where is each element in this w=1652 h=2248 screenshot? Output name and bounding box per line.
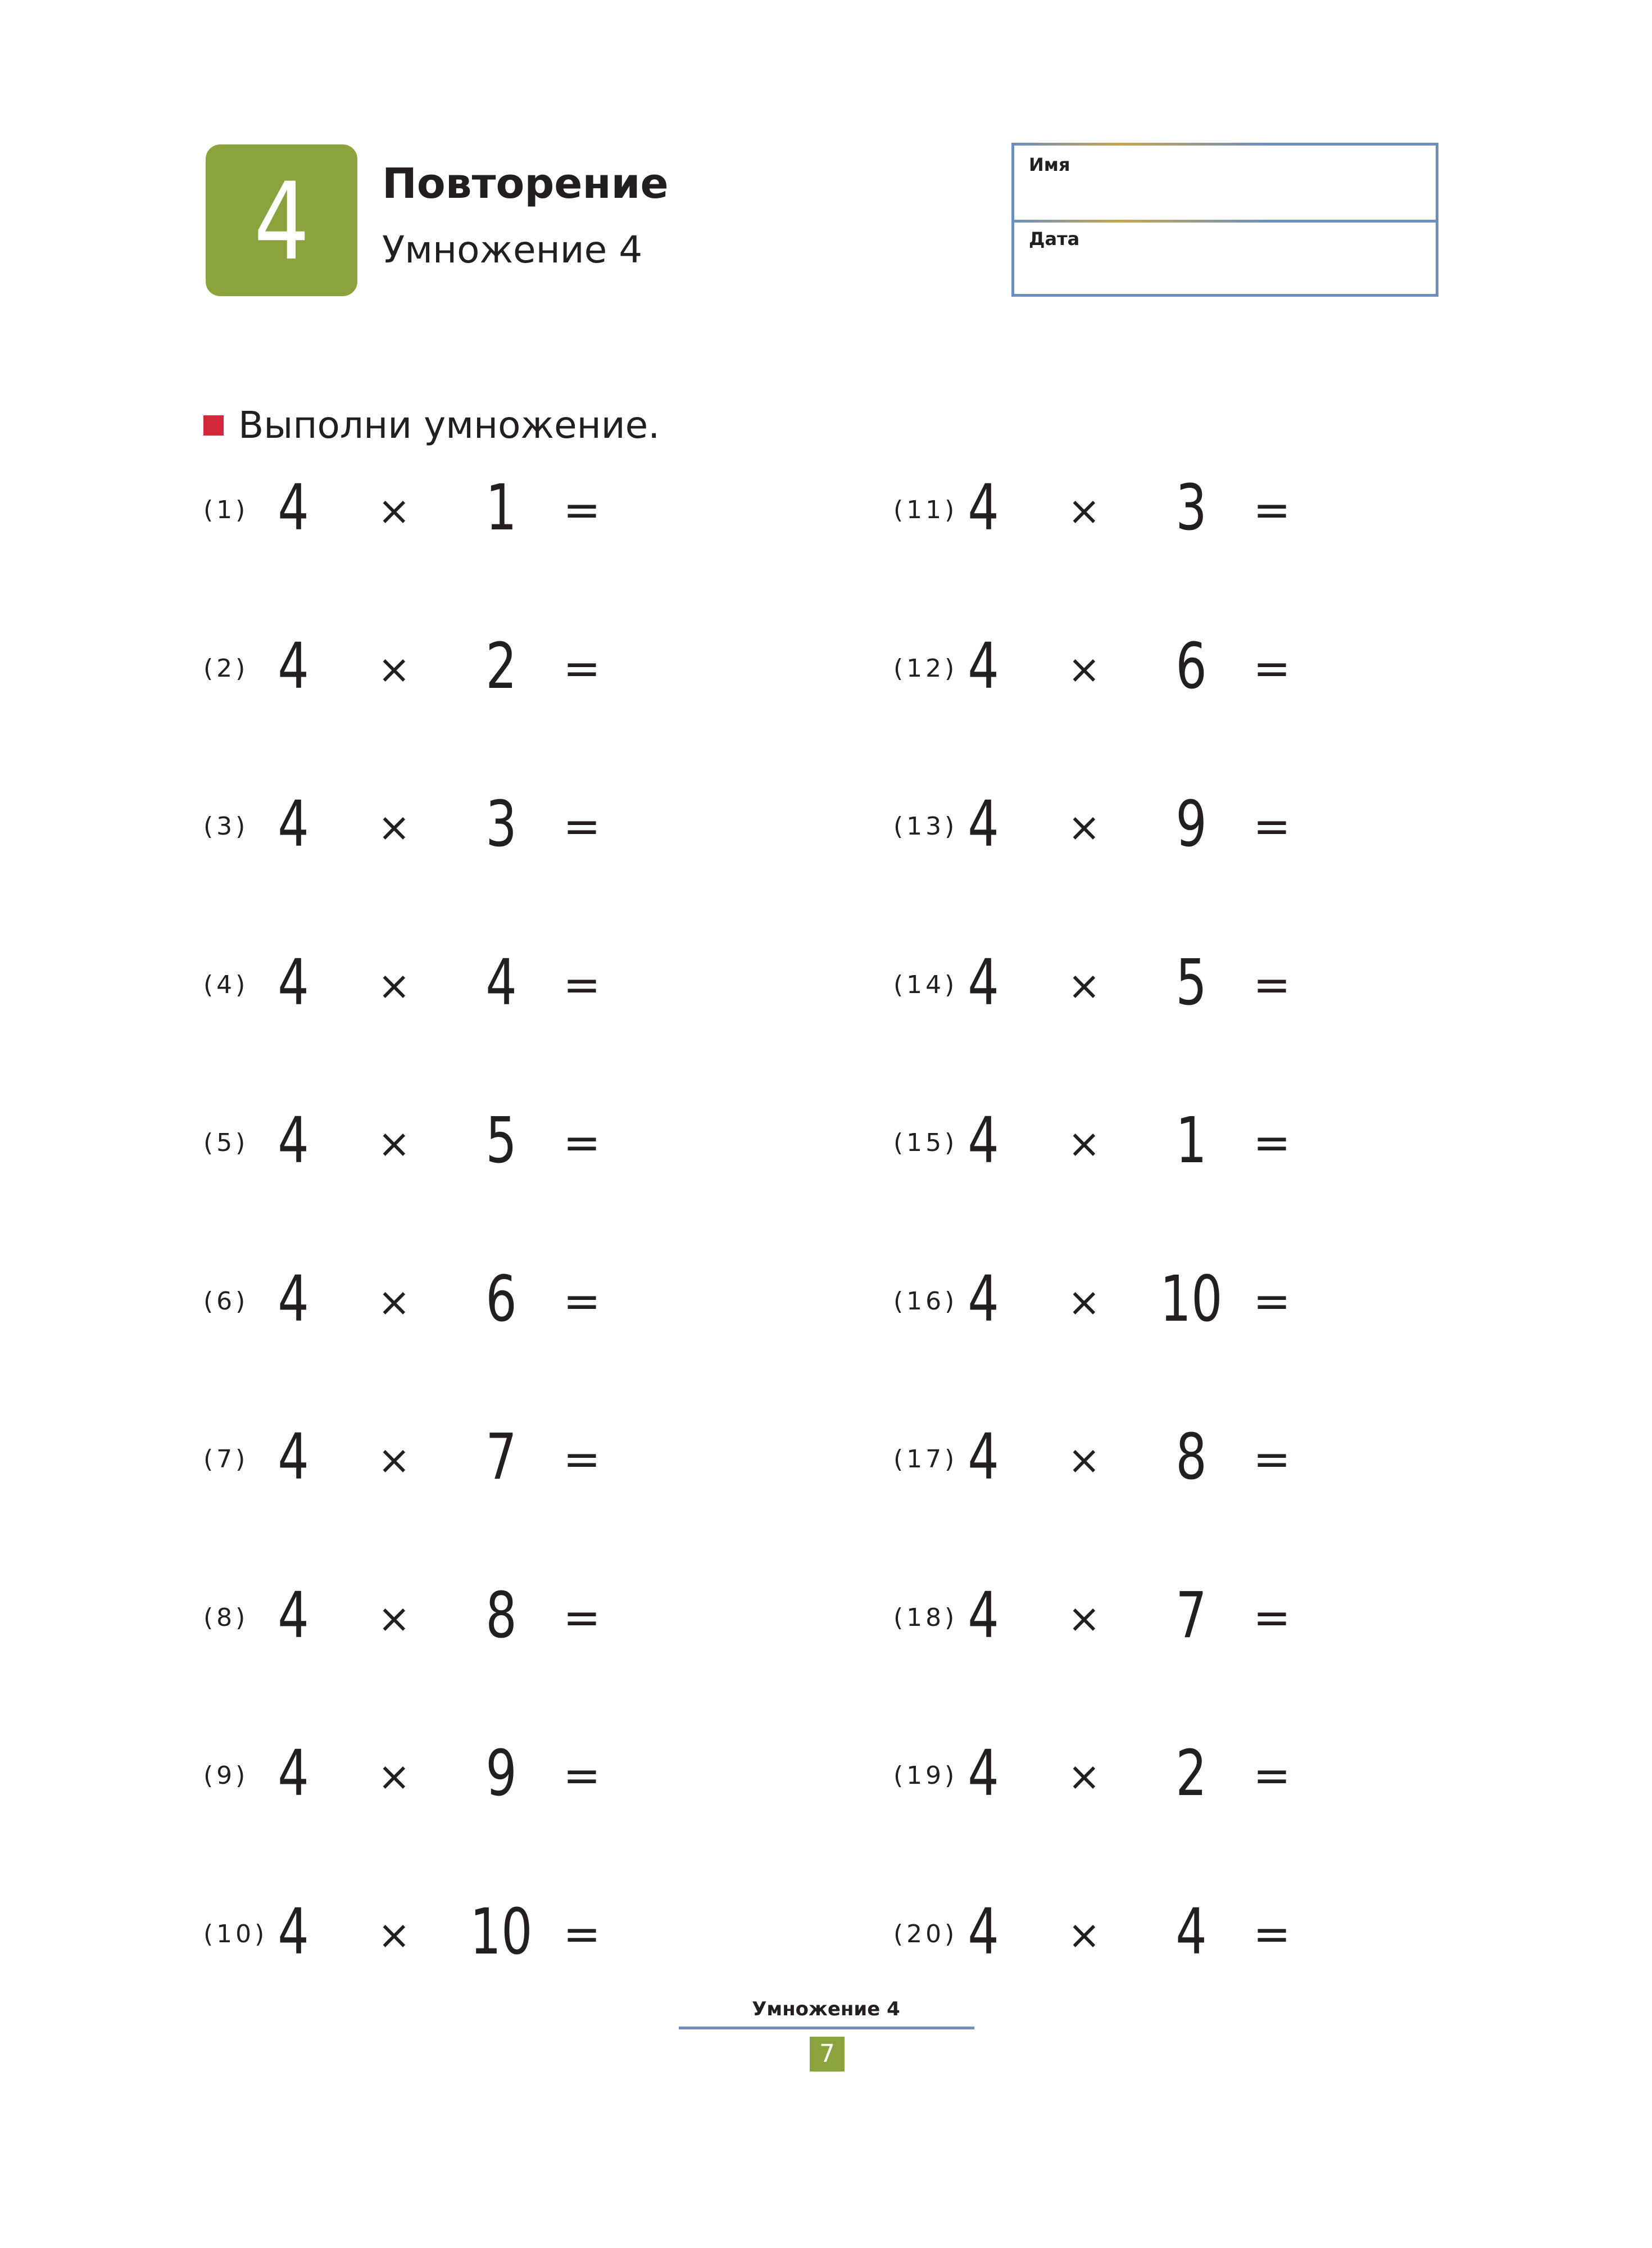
problem-number: (19) [893,1761,958,1790]
multiply-sign: × [378,1437,411,1483]
footer-label: Умножение 4 [752,1998,900,2020]
equals-sign: = [563,1117,601,1169]
multiply-sign: × [1068,963,1101,1009]
problem-row [203,1895,822,1974]
problem-number: (9) [203,1761,249,1790]
multiplicand: 4 [278,1579,309,1652]
name-date-box [1011,143,1438,297]
equals-sign: = [563,642,601,695]
page-title: Повторение [382,160,669,208]
page-number: 7 [810,2037,845,2072]
equals-sign: = [563,800,601,853]
equals-sign: = [1253,1908,1291,1960]
multiplicand: 4 [968,1896,999,1969]
equals-sign: = [563,959,601,1011]
problem-row [893,629,1512,708]
problem-row [893,1262,1512,1341]
multiplicand: 4 [278,1737,309,1810]
multiplicand: 4 [278,1263,309,1336]
equals-sign: = [563,1750,601,1802]
multiply-sign: × [1068,1121,1101,1167]
multiplier: 8 [485,1579,517,1652]
page-subtitle: Умножение 4 [382,228,643,271]
name-field[interactable] [1014,146,1436,220]
problem-row [893,1579,1512,1657]
square-bullet-icon [203,415,224,436]
problem-number: (8) [203,1603,249,1632]
problem-row [203,1737,822,1815]
problem-number: (16) [893,1287,958,1316]
multiplier: 9 [485,1737,517,1810]
multiply-sign: × [378,646,411,692]
multiplicand: 4 [278,1421,309,1494]
equals-sign: = [1253,800,1291,853]
problem-number: (6) [203,1287,249,1316]
problem-number: (1) [203,496,249,524]
multiplicand: 4 [278,1104,309,1177]
problem-row [893,1895,1512,1974]
multiplier: 7 [485,1421,517,1494]
problem-row [893,946,1512,1025]
multiplicand: 4 [278,788,309,861]
lesson-number: 4 [253,160,310,284]
multiplier: 7 [1176,1579,1207,1652]
multiplicand: 4 [968,946,999,1019]
name-label: Имя [1029,154,1070,175]
multiply-sign: × [1068,1596,1101,1642]
multiplier: 2 [1176,1737,1207,1810]
multiplier: 9 [1176,788,1207,861]
multiply-sign: × [378,1596,411,1642]
multiply-sign: × [1068,646,1101,692]
problem-row [893,1420,1512,1499]
date-label: Дата [1029,228,1080,250]
problem-number: (2) [203,654,249,683]
problem-number: (12) [893,654,958,683]
problem-row [893,1737,1512,1815]
problem-number: (10) [203,1920,268,1948]
multiply-sign: × [378,1753,411,1800]
multiplier: 4 [1176,1896,1207,1969]
problem-number: (17) [893,1445,958,1474]
equals-sign: = [1253,1592,1291,1644]
multiply-sign: × [1068,1753,1101,1800]
instruction [203,404,660,447]
equals-sign: = [563,1908,601,1960]
problem-row [203,787,822,866]
problem-row [203,1262,822,1341]
equals-sign: = [1253,1275,1291,1327]
multiplier: 5 [485,1104,517,1177]
equals-sign: = [1253,642,1291,695]
multiply-sign: × [378,488,411,534]
equals-sign: = [1253,1750,1291,1802]
problem-number: (7) [203,1445,249,1474]
multiply-sign: × [378,1912,411,1958]
multiplicand: 4 [968,472,999,545]
multiplicand: 4 [278,472,309,545]
multiplicand: 4 [968,1104,999,1177]
problem-number: (3) [203,812,249,841]
problem-number: (5) [203,1128,249,1157]
equals-sign: = [1253,1117,1291,1169]
multiplicand: 4 [278,1896,309,1969]
problem-row [893,1104,1512,1182]
multiply-sign: × [1068,1437,1101,1483]
equals-sign: = [563,1592,601,1644]
multiplier: 10 [470,1896,533,1969]
multiplier: 6 [1176,630,1207,703]
multiplicand: 4 [968,1263,999,1336]
equals-sign: = [563,484,601,536]
multiplicand: 4 [278,630,309,703]
instruction-text: Выполни умножение. [238,404,660,447]
problem-number: (13) [893,812,958,841]
multiplier: 5 [1176,946,1207,1019]
problem-number: (4) [203,971,249,999]
multiply-sign: × [1068,1912,1101,1958]
multiplier: 8 [1176,1421,1207,1494]
problem-number: (15) [893,1128,958,1157]
multiplier: 1 [1176,1104,1207,1177]
equals-sign: = [563,1275,601,1327]
footer-divider [679,2027,974,2029]
multiplicand: 4 [278,946,309,1019]
multiplicand: 4 [968,1579,999,1652]
problem-row [203,629,822,708]
equals-sign: = [1253,484,1291,536]
problem-row [203,946,822,1025]
problem-number: (18) [893,1603,958,1632]
multiply-sign: × [378,1279,411,1325]
multiply-sign: × [378,1121,411,1167]
multiplier: 6 [485,1263,517,1336]
problem-row [203,1104,822,1182]
problem-number: (11) [893,496,958,524]
problem-row [893,471,1512,550]
lesson-badge [206,144,357,296]
equals-sign: = [1253,959,1291,1011]
multiply-sign: × [1068,804,1101,850]
multiply-sign: × [378,963,411,1009]
multiplier: 2 [485,630,517,703]
date-field[interactable] [1014,220,1436,294]
equals-sign: = [563,1433,601,1485]
multiplier: 3 [485,788,517,861]
problem-row [203,471,822,550]
problem-row [203,1579,822,1657]
multiplier: 3 [1176,472,1207,545]
multiplicand: 4 [968,1737,999,1810]
multiplicand: 4 [968,788,999,861]
multiplier: 1 [485,472,517,545]
problem-row [203,1420,822,1499]
multiply-sign: × [1068,488,1101,534]
multiplicand: 4 [968,630,999,703]
problem-number: (14) [893,971,958,999]
multiply-sign: × [1068,1279,1101,1325]
multiply-sign: × [378,804,411,850]
equals-sign: = [1253,1433,1291,1485]
multiplicand: 4 [968,1421,999,1494]
multiplier: 4 [485,946,517,1019]
problem-number: (20) [893,1920,958,1948]
multiplier: 10 [1160,1263,1223,1336]
problem-row [893,787,1512,866]
